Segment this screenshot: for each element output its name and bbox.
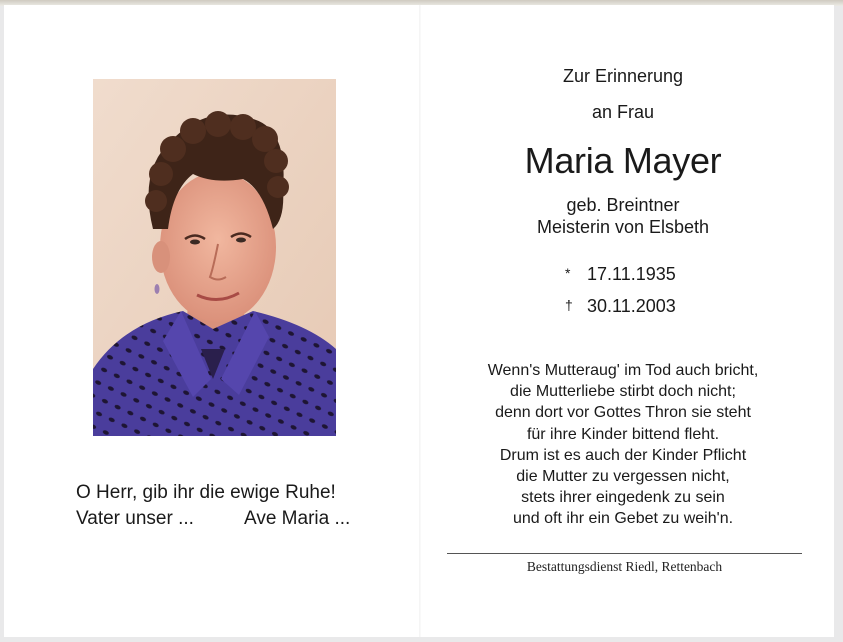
intro-line-2: an Frau — [591, 102, 655, 122]
vater-unser-text: Vater unser ... — [76, 508, 194, 529]
maiden-name: geb. Breintner — [566, 195, 680, 215]
funeral-service-footer: Bestattungsdienst Riedl, Rettenbach — [526, 559, 723, 574]
poem-line: Drum ist es auch der Kinder Pflicht — [499, 446, 747, 464]
portrait-photo — [93, 79, 336, 436]
poem-line: denn dort vor Gottes Thron sie steht — [495, 404, 751, 422]
poem-line: für ihre Kinder bittend fleht. — [526, 425, 720, 443]
intro-line-1: Zur Erinnerung — [562, 66, 684, 86]
footer-divider — [447, 553, 802, 554]
prayer-text — [76, 480, 376, 532]
poem-line: die Mutter zu vergessen nicht, — [516, 468, 730, 486]
card-fold — [419, 5, 421, 637]
poem-line: und oft ihr ein Gebet zu weih'n. — [512, 510, 734, 528]
title-line: Meisterin von Elsbeth — [536, 217, 710, 237]
memorial-poem — [440, 360, 806, 530]
birth-date: 17.11.1935 — [587, 264, 676, 284]
deceased-name: Maria Mayer — [524, 140, 722, 181]
poem-line: stets ihrer eingedenk zu sein — [521, 489, 725, 507]
poem-line: Wenn's Mutteraug' im Tod auch bricht, — [487, 362, 759, 379]
ave-maria-text: Ave Maria ... — [244, 508, 351, 529]
portrait-image — [93, 79, 336, 436]
poem-line: die Mutterliebe stirbt doch nicht; — [510, 383, 736, 401]
death-cross-icon: † — [565, 297, 573, 313]
prayer-line-1: O Herr, gib ihr die ewige Ruhe! — [76, 482, 336, 503]
death-date: 30.11.2003 — [587, 296, 676, 316]
death-date-row — [565, 296, 676, 317]
birth-star-icon: * — [565, 265, 571, 281]
birth-date-row — [565, 264, 676, 285]
prayer-line-2 — [76, 506, 376, 532]
